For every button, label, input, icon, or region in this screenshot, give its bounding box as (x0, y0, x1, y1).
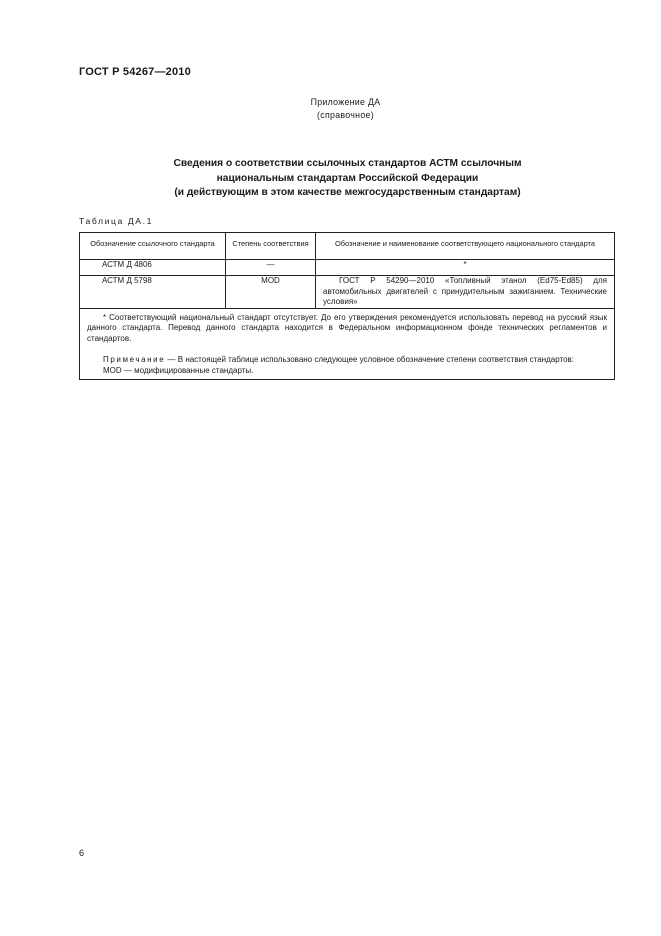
note-label: Примечание (103, 354, 166, 364)
cell-national: * (316, 260, 615, 276)
table-header-row (80, 233, 615, 260)
annex-heading (0, 96, 661, 122)
title-line-3: (и действующим в этом качестве межгосударственным стандартам) (174, 187, 521, 198)
table-caption: Таблица ДА.1 (79, 216, 154, 226)
correspondence-table (79, 232, 615, 380)
table-row (80, 260, 615, 276)
table-notes (80, 308, 615, 380)
note-text: — В настоящей таблице использовано следующее условное обозначение степени соответствия стандартов: (165, 354, 574, 364)
header-national-standard: Обозначение и наименование соответствующего национального стандарта (316, 233, 615, 260)
annex-label: Приложение ДА (310, 97, 381, 107)
cell-national: ГОСТ Р 54290—2010 «Топливный этанол (Ed75-Ed85) для автомобильных двигателей с принудительным зажиганием. Технические условия» (316, 276, 615, 309)
title-line-1: Сведения о соответствии ссылочных стандартов АСТМ ссылочным (173, 158, 522, 169)
cell-designation: АСТМ Д 4806 (80, 260, 226, 276)
cell-degree: MOD (226, 276, 316, 309)
annex-type: (справочное) (317, 110, 374, 120)
table-row (80, 276, 615, 309)
title-line-2: национальным стандартам Российской Федерации (216, 172, 479, 184)
cell-degree: — (226, 260, 316, 276)
page-number: 6 (79, 848, 85, 858)
header-reference-standard: Обозначение ссылочного стандарта (80, 233, 226, 260)
section-title (80, 157, 615, 201)
note-mod: MOD — модифицированные стандарты. (103, 365, 254, 375)
cell-designation: АСТМ Д 5798 (80, 276, 226, 309)
footnote: * Соответствующий национальный стандарт отсутствует. До его утверждения рекомендуется использовать перевод на русский язык данного стандарта. Перевод данного стандарта находится в Федеральном информационном фонде технических регламентов и стандартов. (87, 312, 607, 344)
table-notes-row (80, 308, 615, 380)
header-degree: Степень соответствия (226, 233, 316, 260)
document-code: ГОСТ Р 54267—2010 (79, 66, 191, 78)
note-paragraph (87, 355, 607, 366)
